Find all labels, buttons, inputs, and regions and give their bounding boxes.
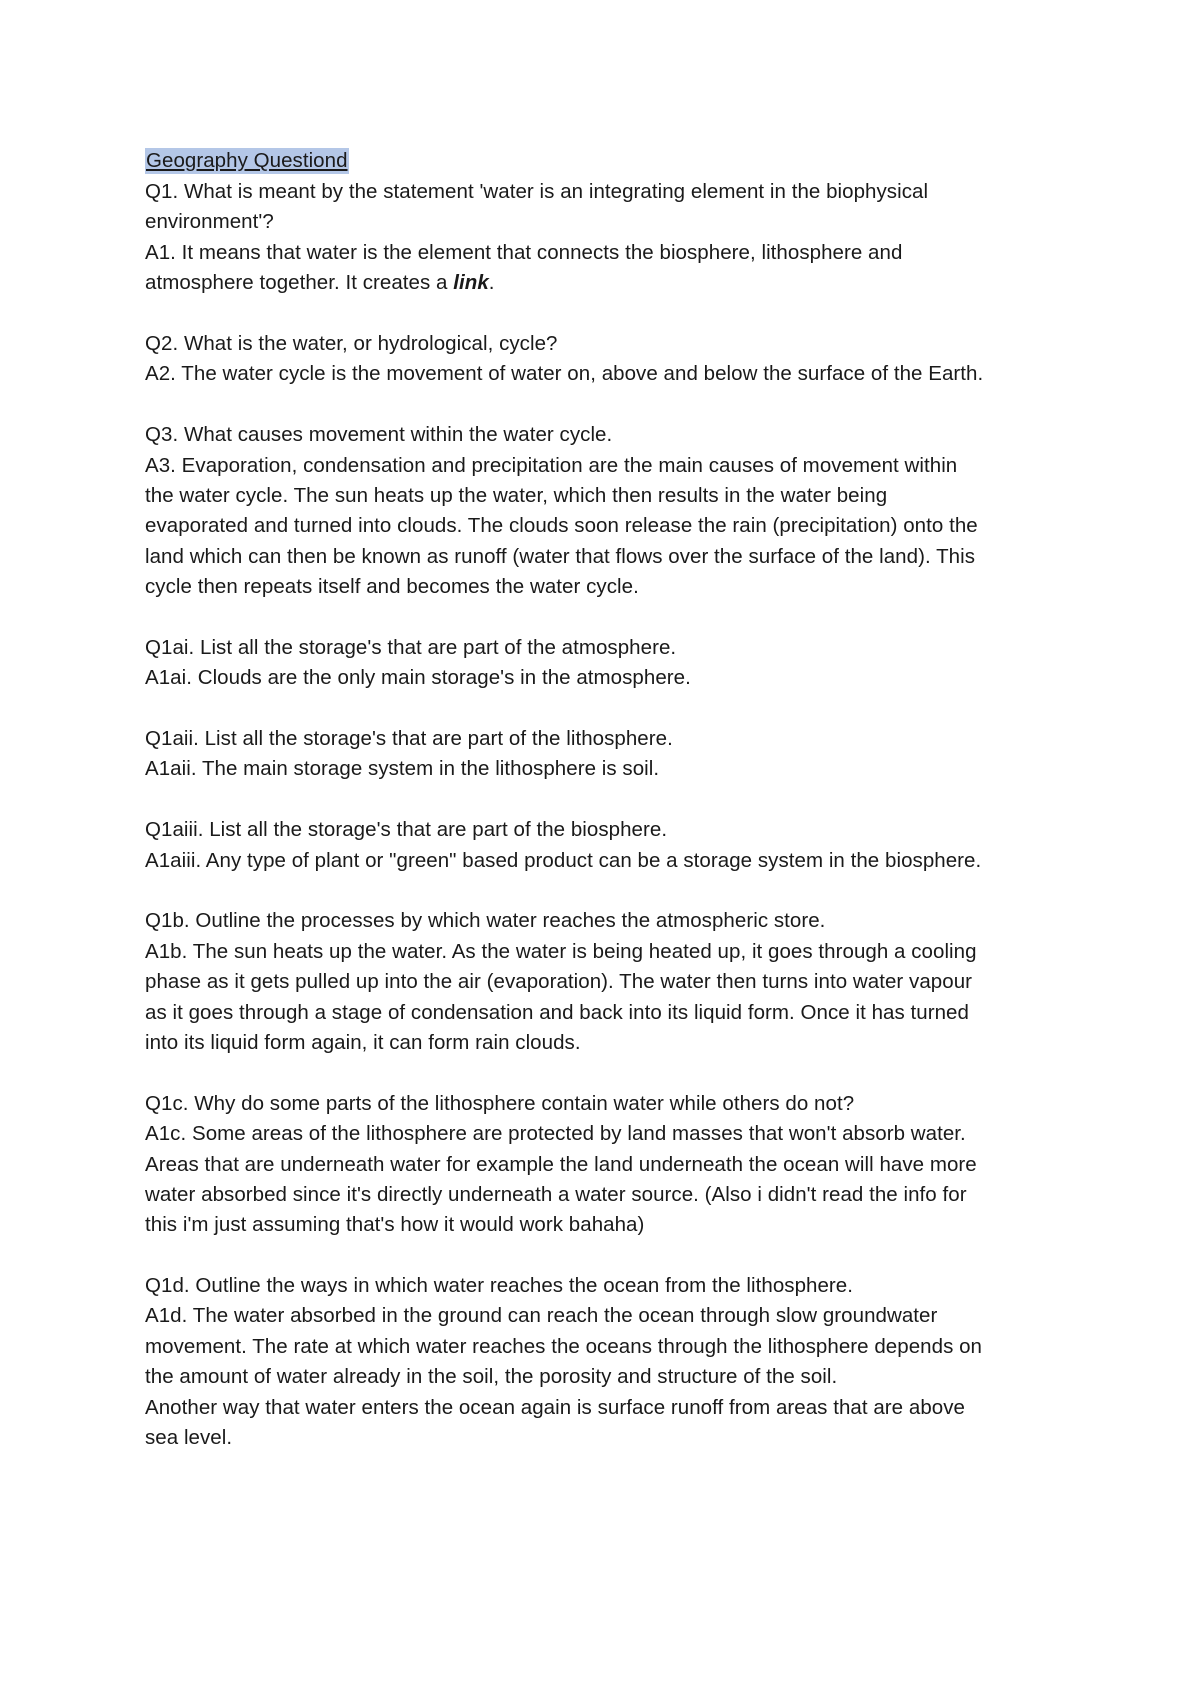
qa-block xyxy=(145,815,1065,876)
qa-block xyxy=(145,724,1065,785)
text-segment: . xyxy=(488,271,495,295)
text-line: Q1c. Why do some parts of the lithosphere contain water while others do not? xyxy=(145,1091,855,1115)
text-line: A1aiii. Any type of plant or "green" based product can be a storage system in the biosphere. xyxy=(145,848,982,872)
paragraph-spacer xyxy=(145,876,1065,906)
text-line: environment'? xyxy=(145,210,274,234)
text-line: the water cycle. The sun heats up the water, which then results in the water being xyxy=(145,483,888,507)
text-line: into its liquid form again, it can form rain clouds. xyxy=(145,1030,581,1054)
paragraph-spacer xyxy=(145,785,1065,815)
paragraph-spacer xyxy=(145,602,1065,632)
qa-block xyxy=(145,1271,1065,1453)
qa-block xyxy=(145,1089,1065,1241)
text-line: Areas that are underneath water for example the land underneath the ocean will have more xyxy=(145,1152,977,1176)
qa-block xyxy=(145,633,1065,694)
document-title: Geography Questiond xyxy=(146,149,348,172)
text-line: water absorbed since it's directly underneath a water source. (Also i didn't read the info for xyxy=(145,1182,967,1206)
text-line: evaporated and turned into clouds. The clouds soon release the rain (precipitation) onto the xyxy=(145,514,978,538)
text-line: A3. Evaporation, condensation and precipitation are the main causes of movement within xyxy=(145,453,958,477)
text-line: this i'm just assuming that's how it would work bahaha) xyxy=(145,1213,645,1237)
text-line: Q1aii. List all the storage's that are part of the lithosphere. xyxy=(145,727,673,751)
qa-block xyxy=(145,420,1065,602)
text-line: A1aii. The main storage system in the lithosphere is soil. xyxy=(145,757,660,781)
text-line: A1. It means that water is the element that connects the biosphere, lithosphere and xyxy=(145,240,903,264)
text-segment: atmosphere together. It creates a xyxy=(145,271,454,295)
document-body xyxy=(145,146,1065,1453)
text-line: A1d. The water absorbed in the ground can reach the ocean through slow groundwater xyxy=(145,1304,938,1328)
qa-block xyxy=(145,177,1065,299)
text-line: A1c. Some areas of the lithosphere are protected by land masses that won't absorb water. xyxy=(145,1122,966,1146)
text-line: cycle then repeats itself and becomes the water cycle. xyxy=(145,575,639,599)
text-line: A2. The water cycle is the movement of water on, above and below the surface of the Earth. xyxy=(145,362,984,386)
text-line: as it goes through a stage of condensation and back into its liquid form. Once it has turned xyxy=(145,1000,969,1024)
text-line: phase as it gets pulled up into the air (evaporation). The water then turns into water vapour xyxy=(145,970,973,994)
text-line: Q1. What is meant by the statement 'water is an integrating element in the biophysical xyxy=(145,180,929,203)
text-line: the amount of water already in the soil, the porosity and structure of the soil. xyxy=(145,1365,838,1389)
text-line xyxy=(145,268,1065,298)
text-line: Q1aiii. List all the storage's that are part of the biosphere. xyxy=(145,818,668,842)
paragraph-spacer xyxy=(145,1241,1065,1271)
text-line: Another way that water enters the ocean again is surface runoff from areas that are above xyxy=(145,1395,965,1419)
paragraph-spacer xyxy=(145,299,1065,329)
text-line: A1ai. Clouds are the only main storage's in the atmosphere. xyxy=(145,666,691,690)
text-line: Q2. What is the water, or hydrological, cycle? xyxy=(145,331,558,355)
paragraph-spacer xyxy=(145,1058,1065,1088)
text-line: Q1d. Outline the ways in which water reaches the ocean from the lithosphere. xyxy=(145,1274,854,1298)
text-line: land which can then be known as runoff (water that flows over the surface of the land). This xyxy=(145,544,975,568)
text-line: movement. The rate at which water reaches the oceans through the lithosphere depends on xyxy=(145,1334,983,1358)
paragraph-spacer xyxy=(145,390,1065,420)
text-line: Q3. What causes movement within the water cycle. xyxy=(145,423,613,447)
text-line: Q1ai. List all the storage's that are part of the atmosphere. xyxy=(145,635,677,659)
text-line: sea level. xyxy=(145,1426,233,1450)
text-line: Q1b. Outline the processes by which water reaches the atmospheric store. xyxy=(145,909,826,933)
paragraph-spacer xyxy=(145,694,1065,724)
emphasized-word: link xyxy=(453,271,489,295)
text-line: A1b. The sun heats up the water. As the water is being heated up, it goes through a cooling xyxy=(145,939,977,963)
qa-block xyxy=(145,906,1065,1058)
qa-block xyxy=(145,329,1065,390)
